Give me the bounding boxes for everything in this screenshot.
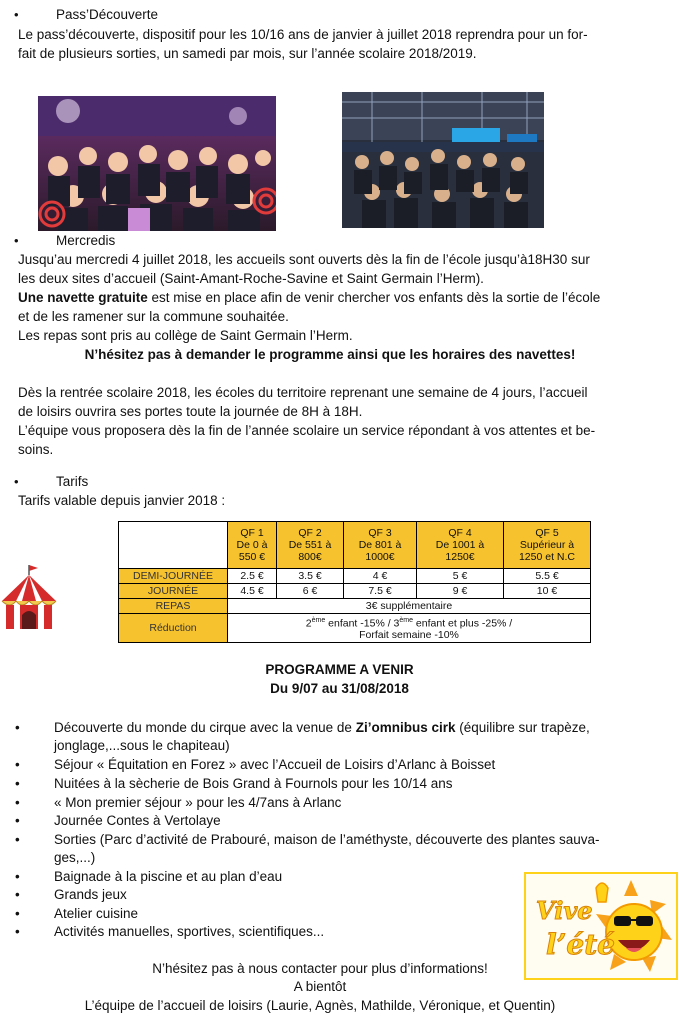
section-heading-mercredis: Mercredis [56,233,116,248]
table-row: DEMI-JOURNÉE 2.5 € 3.5 € 4 € 5 € 5.5 € [119,569,591,584]
navette-bold: Une navette gratuite [18,290,148,305]
tarifs-subheading: Tarifs valable depuis janvier 2018 : [18,493,226,508]
programme-dates: Du 9/07 au 31/08/2018 [270,681,409,696]
table-header-qf2: QF 2 De 551 à 800€ [277,522,344,569]
circus-tent-icon [0,563,58,633]
tarifs-table [118,521,591,643]
table-header-qf1: QF 1 De 0 à 550 € [228,522,277,569]
mercredis-paragraph: Jusqu’au mercredi 4 juillet 2018, les accueils sont ouverts dès la fin de l’école jusqu’à18H30 sur les deux sites d’accueil (Saint-Amant-Roche-Savine et Saint Germain l’Herm). Une navette gratuite est mise en place afin de venir chercher vos enfants dès la sortie de l’école et de les ramener sur la commune souhaitée. Les repas sont pris au collège de Saint Germain l’Herm. N’hésitez pas à demander le programme ainsi que les horaires des navettes! Dès la rentrée scolaire 2018, les écoles du territoire reprenant une semaine de 4 jours, l’accueil de loisirs ouvrira ses portes toute la journée de 8H à 18H. L’équipe vous proposera dès la fin de l’année scolaire un service répondant à vos attentes et be- soins. [18,250,628,459]
sticker-text-vive: Vive [536,896,593,925]
table-header-qf3: QF 3 De 801 à 1000€ [344,522,417,569]
table-row-reduction: Réduction 2ème enfant -15% / 3ème enfant et plus -25% / Forfait semaine -10% [119,614,591,643]
bullet: • [14,233,19,248]
footer-abientot: A bientôt [293,979,347,994]
sticker-text-ete: l’été [546,928,615,961]
table-row-repas: REPAS 3€ supplémentaire [119,599,591,614]
table-row: JOURNÉE 4.5 € 6 € 7.5 € 9 € 10 € [119,584,591,599]
bullet: • [14,7,19,22]
photo-trampoline-park [342,92,544,228]
photo-spectacle-illustration [38,96,276,231]
bullet: • [14,474,19,489]
section-heading-pass: Pass’Découverte [56,7,159,22]
programme-title: PROGRAMME A VENIR [265,662,414,677]
table-header-row [119,522,591,569]
table-header-qf4: QF 4 De 1001 à 1250€ [417,522,504,569]
pass-paragraph: Le pass’découverte, dispositif pour les 10/16 ans de janvier à juillet 2018 reprendra pour un for- fait de plusieurs sorties, un samedi par mois, sur l’année scolaire 2018/2019. [18,27,588,61]
photo-trampoline-park-illustration [342,92,544,228]
footer-contact: N’hésitez pas à nous contacter pour plus d’informations! [152,961,488,976]
section-heading-tarifs: Tarifs [56,474,89,489]
footer-team: L’équipe de l’accueil de loisirs (Laurie, Agnès, Mathilde, Véronique, et Quentin) [84,998,556,1013]
table-header-qf5: QF 5 Supérieur à 1250 et N.C [504,522,591,569]
photo-spectacle [38,96,276,231]
programme-notice: N’hésitez pas à demander le programme ainsi que les horaires des navettes! [84,347,576,362]
